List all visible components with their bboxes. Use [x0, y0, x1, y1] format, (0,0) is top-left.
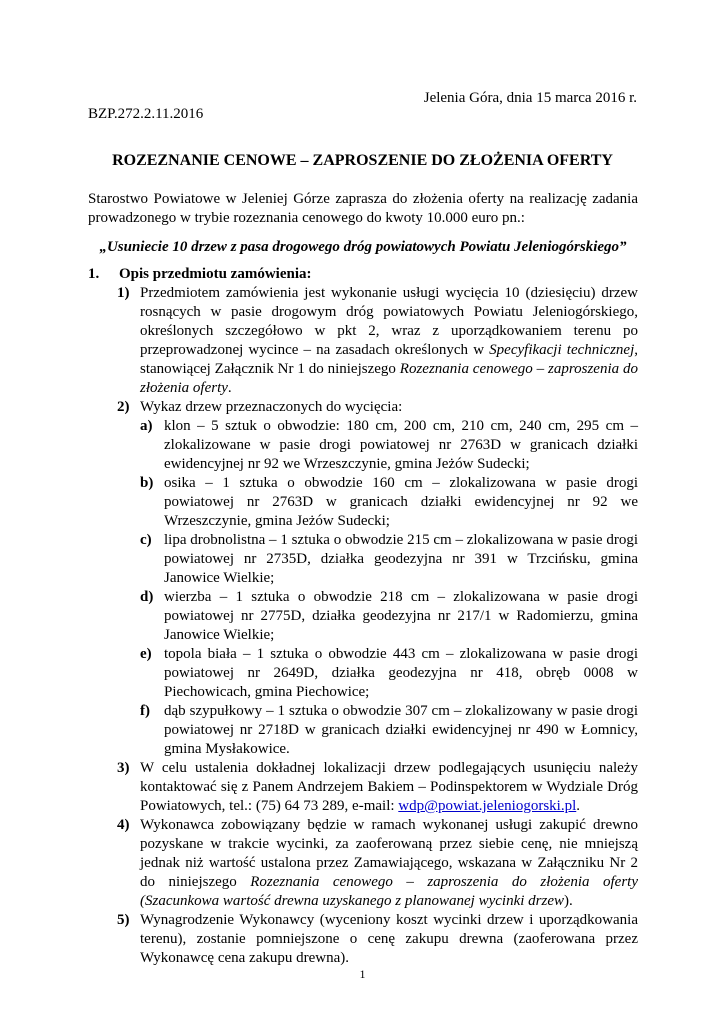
tree-item-f [140, 702, 638, 759]
list-item-4 [117, 816, 638, 911]
list-item-3 [117, 759, 638, 816]
tree-item-a [140, 417, 638, 474]
tree-item-d [140, 588, 638, 645]
section-title: Opis przedmiotu zamówienia: [119, 266, 312, 282]
section-number: 1. [88, 266, 100, 282]
section-1-heading [88, 265, 638, 284]
sub-text: wierzba – 1 sztuka o obwodzie 218 cm – zlokalizowana w pasie drogi powiatowej nr 2775D, działka geodezyjna nr 217/1 w Radomierzu, gmina Janowice Wielkie; [164, 589, 638, 643]
sub-letter: c) [140, 532, 152, 548]
sub-text: dąb szypułkowy – 1 sztuka o obwodzie 307 cm – zlokalizowany w pasie drogi powiatowej nr 2718D w granicach działki ewidencyjnej nr 490 w Łomnicy, gmina Mysłakowice. [164, 703, 638, 757]
section-1 [88, 265, 638, 968]
list-item-5 [117, 911, 638, 968]
sub-letter: f) [140, 703, 150, 719]
list-item-1 [117, 284, 638, 398]
tree-item-c [140, 531, 638, 588]
sub-text: osika – 1 sztuka o obwodzie 160 cm – zlokalizowana w pasie drogi powiatowej nr 2763D w granicach działki ewidencyjnej nr 92 we Wrzeszczynie, gmina Jeżów Sudecki; [164, 475, 638, 529]
tree-item-e [140, 645, 638, 702]
task-subject: „Usuniecie 10 drzew z pasa drogowego dróg powiatowych Powiatu Jeleniogórskiego” [99, 239, 627, 255]
sub-letter: d) [140, 589, 154, 605]
place-date: Jelenia Góra, dnia 15 marca 2016 r. [423, 90, 637, 106]
document-title: ROZEZNANIE CENOWE – ZAPROSZENIE DO ZŁOŻENIA OFERTY [112, 152, 613, 169]
intro-paragraph: Starostwo Powiatowe w Jeleniej Górze zaprasza do złożenia oferty na realizację zadania prowadzonego w trybie rozeznania cenowego do kwoty 10.000 euro pn.: [88, 191, 638, 226]
item-number: 2) [117, 399, 130, 415]
sub-letter: a) [140, 418, 153, 434]
reference-number: BZP.272.2.11.2016 [88, 106, 204, 122]
sub-text: lipa drobnolistna – 1 sztuka o obwodzie 215 cm – zlokalizowana w pasie drogi powiatowej nr 2735D, działka geodezyjna nr 391 w Trzcińsku, gmina Janowice Wielkie; [164, 532, 638, 586]
item-text: Wykaz drzew przeznaczonych do wycięcia: [140, 399, 403, 415]
item-text: W celu ustalenia dokładnej lokalizacji drzew podlegających usunięciu należy kontaktować się z Panem Andrzejem Bakiem – Podinspektorem w Wydziale Dróg Powiatowych, tel.: (75) 64 73 289, e-mail: wdp@powiat.jeleniogorski.pl. [140, 760, 638, 814]
item-number: 3) [117, 760, 130, 776]
item-text: Przedmiotem zamówienia jest wykonanie usługi wycięcia 10 (dziesięciu) drzew rosnących w pasie drogowym dróg powiatowych Powiatu Jeleniogórskiego, określonych szczegółowo w pkt 2, wraz z uporządkowaniem terenu po przeprowadzonej wycince – na zasadach określonych w Specyfikacji technicznej, stanowiącej Załącznik Nr 1 do niniejszego Rozeznania cenowego – zaproszenia do złożenia oferty. [140, 285, 639, 396]
sub-letter: b) [140, 475, 154, 491]
item-number: 5) [117, 912, 130, 928]
page-number: 1 [359, 967, 366, 981]
item-number: 4) [117, 817, 130, 833]
item-number: 1) [117, 285, 130, 301]
sub-text: topola biała – 1 sztuka o obwodzie 443 cm – zlokalizowana w pasie drogi powiatowej nr 2649D, działka geodezyjna nr 418, obręb 0008 w Piechowicach, gmina Piechowice; [164, 646, 638, 700]
list-item-2 [117, 398, 638, 417]
item-text: Wykonawca zobowiązany będzie w ramach wykonanej usługi zakupić drewno pozyskane w trakcie wycinki, za zaoferowaną przez siebie cenę, nie mniejszą jednak niż wartość ustalona przez Zamawiającego, wskazana w Załączniku Nr 2 do niniejszego Rozeznania cenowego – zaproszenia do złożenia oferty (Szacunkowa wartość drewna uzyskanego z planowanej wycinki drzew). [140, 817, 638, 909]
tree-item-b [140, 474, 638, 531]
sub-letter: e) [140, 646, 152, 662]
sub-text: klon – 5 sztuk o obwodzie: 180 cm, 200 cm, 210 cm, 240 cm, 295 cm – zlokalizowane w pasie drogi powiatowej nr 2763D w granicach działki ewidencyjnej nr 92 we Wrzeszczynie, gmina Jeżów Sudecki; [164, 418, 638, 472]
item-text: Wynagrodzenie Wykonawcy (wyceniony koszt wycinki drzew i uporządkowania terenu), zostanie pomniejszone o cenę zakupu drewna (zaoferowana przez Wykonawcę cena zakupu drewna). [140, 912, 638, 966]
email-link[interactable]: wdp@powiat.jeleniogorski.pl [398, 798, 577, 814]
